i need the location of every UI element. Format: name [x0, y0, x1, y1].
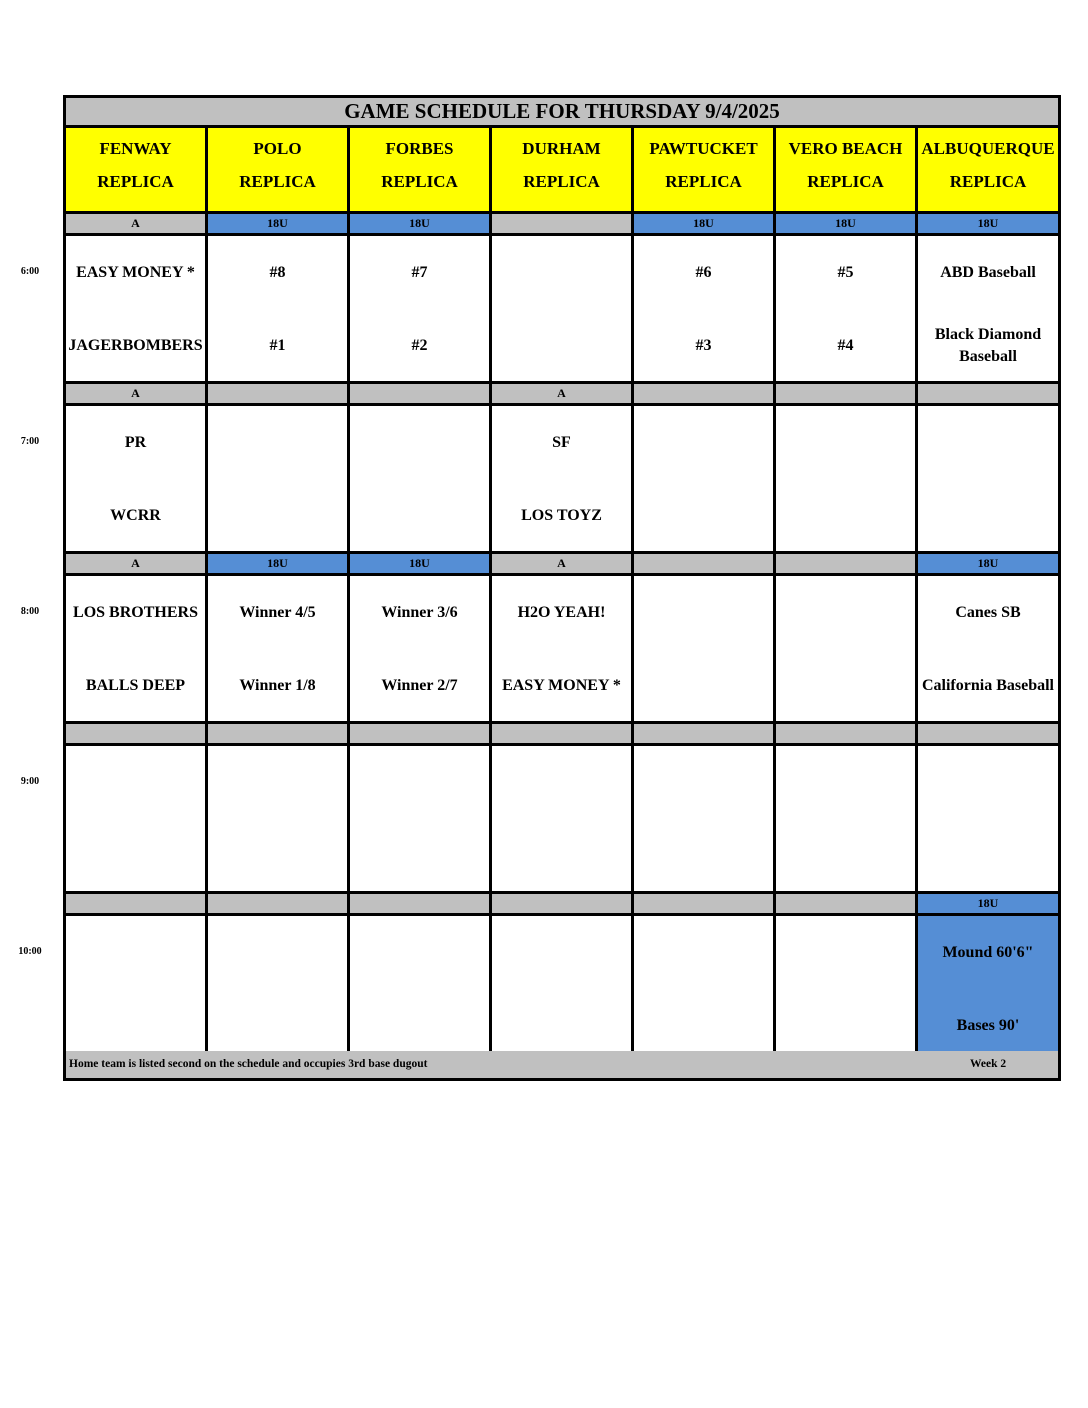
division-band: 18U: [634, 214, 776, 236]
game-cell: [66, 746, 208, 894]
division-band: [350, 384, 492, 406]
away-team: [634, 419, 773, 467]
away-team: [634, 929, 773, 977]
home-team: [634, 1002, 773, 1050]
schedule-title: GAME SCHEDULE FOR THURSDAY 9/4/2025: [66, 98, 1058, 128]
division-band: [634, 554, 776, 576]
time-label: 10:00: [18, 946, 42, 957]
field-name: POLO: [253, 139, 302, 158]
away-team: [208, 419, 347, 467]
time-label: 9:00: [20, 776, 40, 787]
away-team: Canes SB: [955, 604, 1021, 621]
game-cell: [492, 236, 634, 384]
home-team: [208, 1002, 347, 1050]
field-header: [208, 128, 350, 214]
division-band: [66, 724, 208, 746]
home-team: BALLS DEEP: [85, 677, 186, 694]
week-label: Week 2: [970, 1058, 1007, 1070]
game-cell: [918, 406, 1058, 554]
home-team: Black Diamond Baseball: [934, 326, 1042, 365]
home-team: [66, 832, 205, 880]
away-team: Winner 3/6: [381, 604, 458, 621]
game-cell: [492, 576, 634, 724]
game-cell: [208, 406, 350, 554]
game-cell: [492, 746, 634, 894]
game-cell: [918, 916, 1058, 1064]
time-label: 7:00: [20, 436, 40, 447]
home-team: [776, 662, 915, 710]
division-band: [492, 724, 634, 746]
home-team: WCRR: [110, 507, 161, 524]
away-team: [634, 589, 773, 637]
field-name: FENWAY: [99, 139, 172, 158]
game-cell: [350, 916, 492, 1064]
division-band: 18U: [776, 214, 918, 236]
away-team: [776, 929, 915, 977]
field-header: [776, 128, 918, 214]
game-cell: [208, 746, 350, 894]
away-team: #6: [695, 264, 712, 281]
footer-note: Home team is listed second on the schedule and occupies 3rd base dugout: [69, 1058, 428, 1070]
field-name: DURHAM: [522, 139, 601, 158]
home-team: #3: [695, 337, 712, 354]
home-team: #2: [411, 337, 428, 354]
schedule-table: [63, 95, 1061, 1081]
division-band: [208, 384, 350, 406]
home-team: EASY MONEY *: [502, 677, 621, 694]
field-name: FORBES: [385, 139, 454, 158]
game-cell: [634, 916, 776, 1064]
away-team: [776, 759, 915, 807]
game-cell: [918, 576, 1058, 724]
away-team: [918, 759, 1058, 807]
game-cell: [208, 236, 350, 384]
game-cell: [350, 406, 492, 554]
division-band: 18U: [918, 554, 1058, 576]
home-team: [634, 492, 773, 540]
game-cell: [776, 746, 918, 894]
division-band: [350, 724, 492, 746]
away-team: #7: [411, 264, 428, 281]
away-team: [208, 929, 347, 977]
away-team: [492, 759, 631, 807]
field-header: [918, 128, 1058, 214]
away-team: [208, 759, 347, 807]
home-team: [776, 832, 915, 880]
game-cell: [776, 916, 918, 1064]
home-team: Winner 2/7: [381, 677, 458, 694]
division-band: 18U: [918, 894, 1058, 916]
field-subtitle: REPLICA: [807, 172, 884, 191]
division-band: [776, 894, 918, 916]
away-team: [776, 589, 915, 637]
away-team: [634, 759, 773, 807]
division-band: [66, 894, 208, 916]
away-team: PR: [124, 434, 147, 451]
game-cell: [66, 576, 208, 724]
game-cell: [776, 576, 918, 724]
field-subtitle: REPLICA: [949, 172, 1027, 191]
home-team: JAGERBOMBERS: [68, 337, 203, 354]
field-name: ALBUQUERQUE: [921, 139, 1055, 158]
division-band: A: [492, 384, 634, 406]
game-cell: [918, 236, 1058, 384]
division-band: [634, 894, 776, 916]
game-cell: [350, 746, 492, 894]
division-band: 18U: [208, 554, 350, 576]
home-team: [776, 1002, 915, 1050]
field-name: VERO BEACH: [788, 139, 903, 158]
away-team: H2O YEAH!: [517, 604, 606, 621]
field-header: [492, 128, 634, 214]
home-team: [492, 1002, 631, 1050]
game-cell: [350, 236, 492, 384]
home-team: [208, 492, 347, 540]
away-team: [492, 249, 631, 297]
field-subtitle: REPLICA: [523, 172, 600, 191]
away-team: [350, 419, 489, 467]
division-band: A: [492, 554, 634, 576]
field-subtitle: REPLICA: [665, 172, 742, 191]
away-team: [776, 419, 915, 467]
division-band: [776, 724, 918, 746]
division-band: 18U: [208, 214, 350, 236]
home-team: #1: [269, 337, 286, 354]
home-team: [350, 1002, 489, 1050]
home-team: [208, 832, 347, 880]
time-label: 8:00: [20, 606, 40, 617]
field-name: PAWTUCKET: [649, 139, 758, 158]
division-band: [776, 554, 918, 576]
division-band: [634, 724, 776, 746]
game-cell: [208, 916, 350, 1064]
home-team: [776, 492, 915, 540]
game-cell: [492, 916, 634, 1064]
away-team: #5: [837, 264, 854, 281]
game-cell: [350, 576, 492, 724]
game-cell: [634, 406, 776, 554]
field-header: [350, 128, 492, 214]
division-band: [350, 894, 492, 916]
home-team: [350, 832, 489, 880]
away-team: [350, 759, 489, 807]
home-team: [492, 322, 631, 370]
away-team: [66, 759, 205, 807]
field-subtitle: REPLICA: [239, 172, 316, 191]
away-team: #8: [269, 264, 286, 281]
division-band: 18U: [918, 214, 1058, 236]
home-team: [634, 832, 773, 880]
division-band: A: [66, 554, 208, 576]
away-team: LOS BROTHERS: [73, 604, 198, 621]
game-cell: [634, 236, 776, 384]
game-cell: [776, 236, 918, 384]
away-team: [492, 929, 631, 977]
game-cell: [66, 406, 208, 554]
game-cell: [634, 576, 776, 724]
home-team: LOS TOYZ: [521, 507, 602, 524]
away-team: [66, 929, 205, 977]
field-header: [634, 128, 776, 214]
division-band: 18U: [350, 554, 492, 576]
division-band: [918, 724, 1058, 746]
division-band: [918, 384, 1058, 406]
division-band: 18U: [350, 214, 492, 236]
division-band: [492, 214, 634, 236]
field-subtitle: REPLICA: [381, 172, 458, 191]
game-cell: [634, 746, 776, 894]
game-cell: [492, 406, 634, 554]
home-team: [918, 832, 1058, 880]
away-team: [918, 419, 1058, 467]
division-band: [208, 894, 350, 916]
away-team: Winner 4/5: [239, 604, 316, 621]
home-team: Winner 1/8: [239, 677, 316, 694]
home-team: California Baseball: [921, 677, 1054, 694]
home-team: Bases 90': [956, 1017, 1020, 1034]
field-header: [66, 128, 208, 214]
game-cell: [66, 916, 208, 1064]
away-team: [350, 929, 489, 977]
division-band: [634, 384, 776, 406]
home-team: [66, 1002, 205, 1050]
time-label: 6:00: [20, 266, 40, 277]
game-cell: [66, 236, 208, 384]
away-team: SF: [552, 434, 571, 451]
game-cell: [208, 576, 350, 724]
home-team: [350, 492, 489, 540]
game-cell: [776, 406, 918, 554]
away-team: EASY MONEY *: [76, 264, 195, 281]
home-team: [634, 662, 773, 710]
schedule-footer: [66, 1051, 1058, 1078]
home-team: #4: [837, 337, 854, 354]
home-team: [492, 832, 631, 880]
division-band: [492, 894, 634, 916]
division-band: [208, 724, 350, 746]
away-team: ABD Baseball: [940, 264, 1036, 281]
division-band: [776, 384, 918, 406]
home-team: [918, 492, 1058, 540]
division-band: A: [66, 214, 208, 236]
away-team: Mound 60'6": [942, 944, 1034, 961]
field-subtitle: REPLICA: [97, 172, 174, 191]
division-band: A: [66, 384, 208, 406]
game-cell: [918, 746, 1058, 894]
